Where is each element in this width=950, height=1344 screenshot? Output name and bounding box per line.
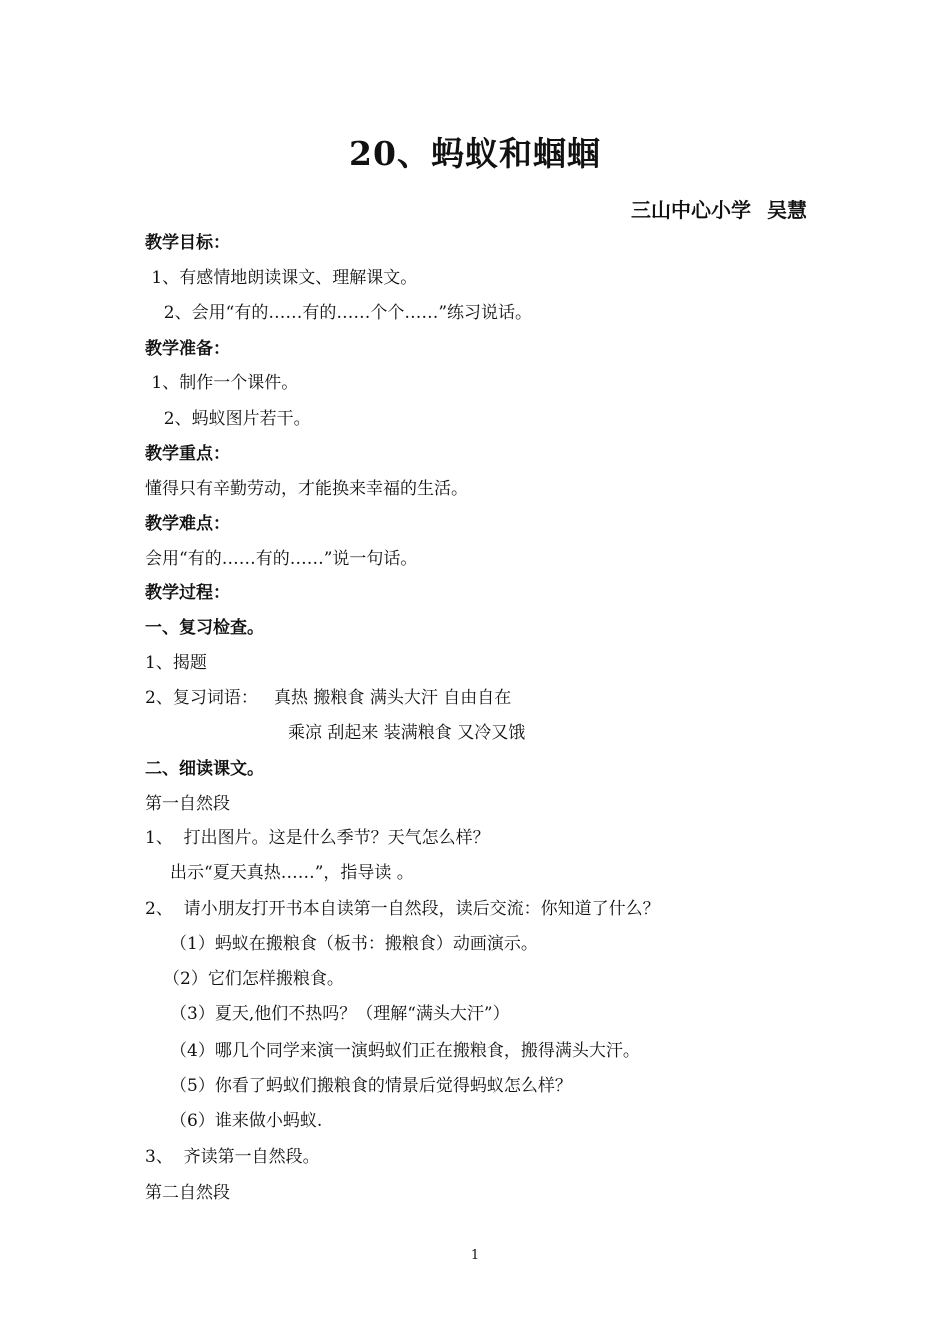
paragraph-1-step-1: 1、 打出图片。这是什么季节？天气怎么样？ (145, 828, 490, 848)
key-points-text: 懂得只有辛勤劳动，才能换来幸福的生活。 (145, 479, 468, 499)
paragraph-1-step-1-note: 出示“夏天真热……”，指导读 。 (170, 863, 414, 883)
preparation-item-2: 2、蚂蚁图片若干。 (153, 409, 311, 429)
discussion-item-2: （2）它们怎样搬粮食。 (163, 969, 344, 989)
heading-key-points: 教学重点： (145, 444, 230, 464)
heading-preparation: 教学准备： (145, 339, 230, 359)
heading-objectives: 教学目标： (145, 233, 230, 253)
section-close-reading: 二、细读课文。 (145, 759, 264, 779)
section-review: 一、复习检查。 (145, 618, 264, 638)
discussion-item-5: （5）你看了蚂蚁们搬粮食的情景后觉得蚂蚁怎么样？ (170, 1076, 572, 1096)
review-words-continued: 乘凉 刮起来 装满粮食 又冷又饿 (288, 723, 526, 743)
paragraph-2-heading: 第二自然段 (145, 1183, 230, 1203)
heading-difficulties: 教学难点： (145, 514, 230, 534)
discussion-item-1: （1）蚂蚁在搬粮食（板书：搬粮食）动画演示。 (170, 934, 538, 954)
discussion-item-6: （6）谁来做小蚂蚁. (170, 1111, 323, 1131)
review-item-1: 1、揭题 (145, 653, 207, 673)
preparation-item-1: 1、制作一个课件。 (146, 373, 299, 393)
paragraph-1-step-3: 3、 齐读第一自然段。 (145, 1147, 320, 1167)
heading-process: 教学过程： (145, 583, 230, 603)
objective-item-2: 2、会用“有的……有的……个个……”练习说话。 (153, 303, 533, 323)
author-line (631, 194, 807, 223)
review-item-2: 2、复习词语： 真热 搬粮食 满头大汗 自由自在 (145, 688, 512, 708)
objective-item-1: 1、有感情地朗读课文、理解课文。 (146, 268, 418, 288)
difficulties-text: 会用“有的……有的……”说一句话。 (145, 549, 418, 569)
author-name: 吴慧 (767, 198, 807, 222)
paragraph-1-step-2: 2、 请小朋友打开书本自读第一自然段，读后交流：你知道了什么？ (145, 899, 660, 919)
discussion-item-4: （4）哪几个同学来演一演蚂蚁们正在搬粮食，搬得满头大汗。 (170, 1041, 640, 1061)
page-number: 1 (470, 1248, 480, 1263)
lesson-title: 20、蚂蚁和蝈蝈 (349, 134, 601, 173)
discussion-item-3: （3）夏天,他们不热吗？（理解“满头大汗”） (170, 1004, 510, 1024)
school-name: 三山中心小学 (631, 198, 751, 222)
paragraph-1-heading: 第一自然段 (145, 794, 230, 814)
